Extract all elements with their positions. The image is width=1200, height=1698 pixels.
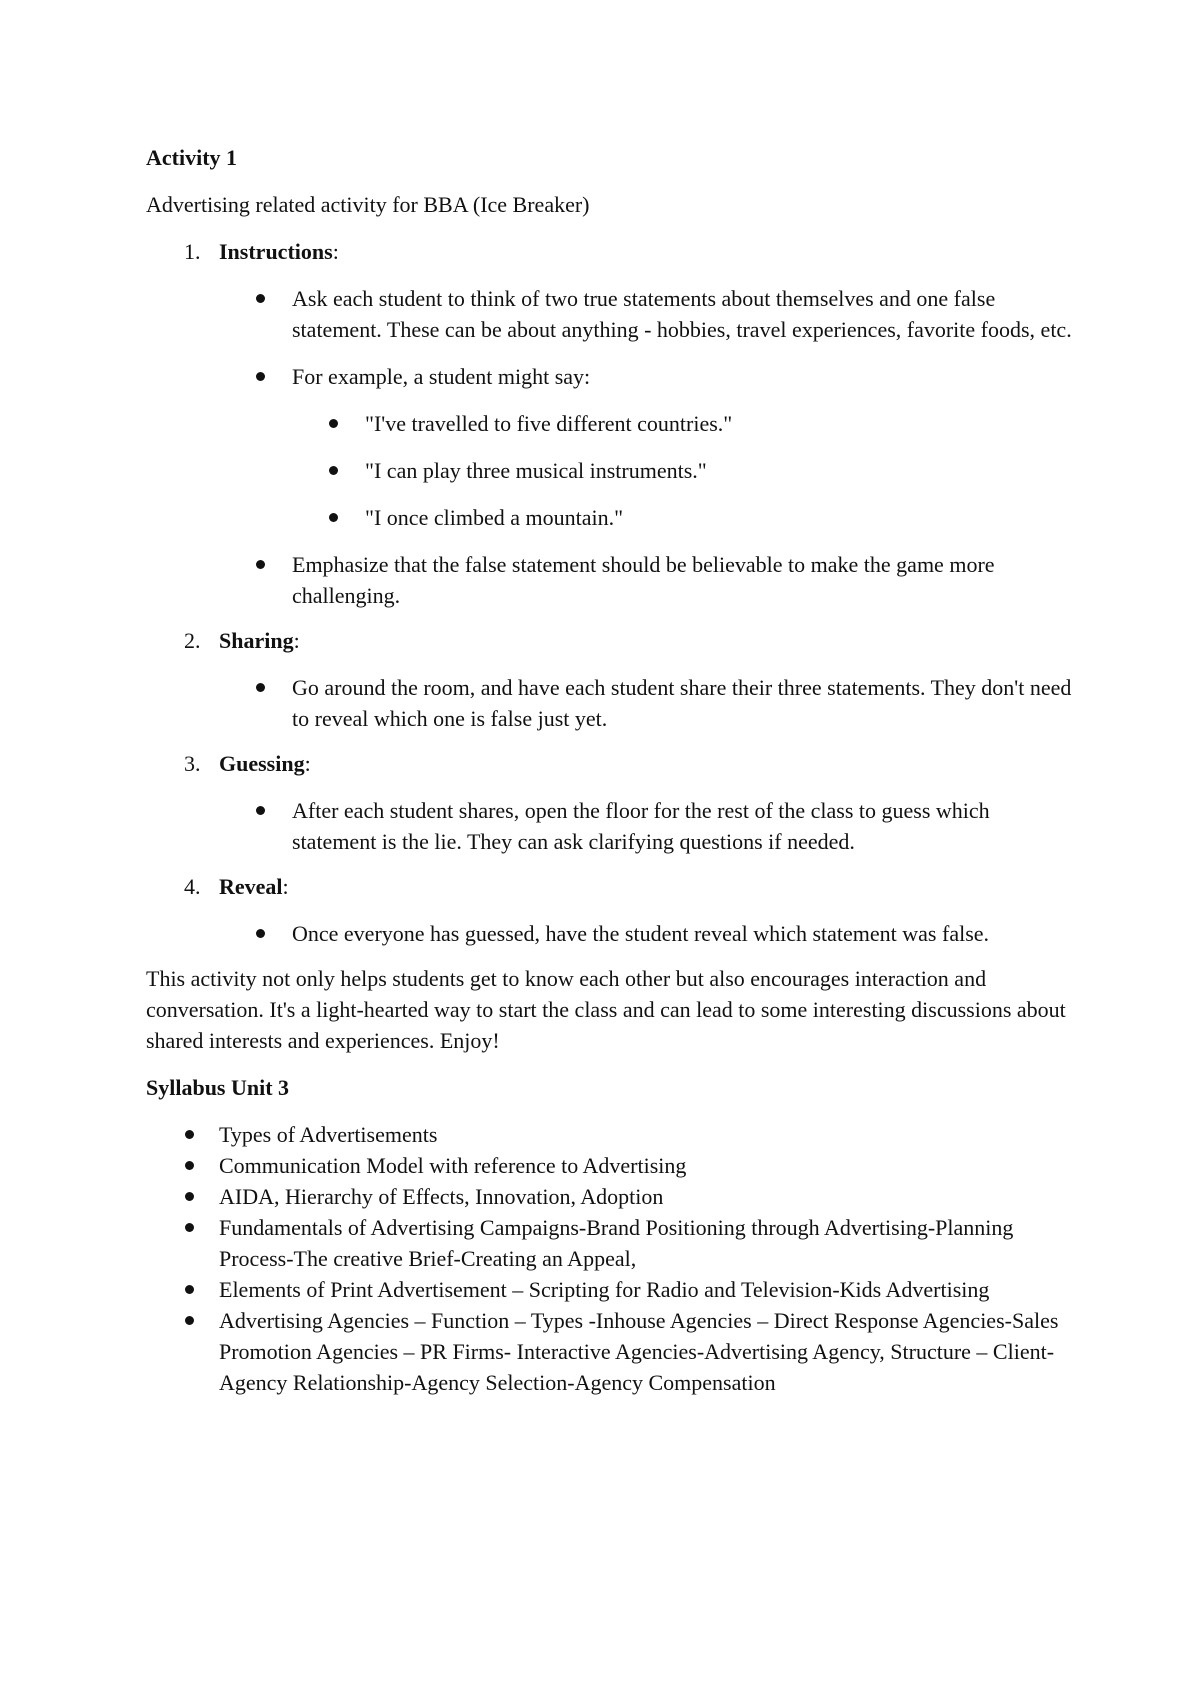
step-number: 2. bbox=[184, 628, 201, 653]
bullet-text: After each student shares, open the floor for the rest of the class to guess which statement is the lie. They can ask clarifying questions if needed. bbox=[292, 798, 990, 854]
example-text: "I once climbed a mountain." bbox=[365, 505, 624, 530]
step-item bbox=[146, 236, 1076, 611]
bullet-icon bbox=[185, 1285, 194, 1294]
bullet-item bbox=[219, 795, 1076, 857]
syllabus-item bbox=[146, 1274, 1076, 1305]
syllabus-list bbox=[146, 1119, 1076, 1398]
bullet-icon bbox=[256, 806, 265, 815]
example-item bbox=[292, 502, 1076, 533]
activity-title: Activity 1 bbox=[146, 145, 238, 170]
step-label: Instructions bbox=[219, 239, 333, 264]
example-item bbox=[292, 455, 1076, 486]
step-label: Guessing bbox=[219, 751, 305, 776]
step-heading bbox=[219, 628, 300, 653]
step-item bbox=[146, 625, 1076, 734]
syllabus-item-text: Communication Model with reference to Advertising bbox=[219, 1153, 687, 1178]
bullet-text: Go around the room, and have each student share their three statements. They don't need to reveal which one is false just yet. bbox=[292, 675, 1072, 731]
bullet-item bbox=[219, 918, 1076, 949]
syllabus-item bbox=[146, 1181, 1076, 1212]
example-bullets bbox=[292, 408, 1076, 533]
bullet-icon bbox=[256, 372, 265, 381]
step-heading bbox=[219, 874, 289, 899]
bullet-text: Once everyone has guessed, have the student reveal which statement was false. bbox=[292, 921, 990, 946]
bullet-text: Emphasize that the false statement should be believable to make the game more challenging. bbox=[292, 552, 995, 608]
bullet-icon bbox=[185, 1161, 194, 1170]
step-heading bbox=[219, 239, 339, 264]
step-item bbox=[146, 748, 1076, 857]
syllabus-item-text: Advertising Agencies – Function – Types -Inhouse Agencies – Direct Response Agencies-Sales Promotion Agencies – PR Firms- Interactive Agencies-Advertising Agency, Structure – Client- Agency Relationship-Agency Selection-Agency Compensation bbox=[219, 1308, 1059, 1395]
step-colon: : bbox=[304, 751, 311, 776]
step-number: 3. bbox=[184, 751, 201, 776]
bullet-icon bbox=[185, 1192, 194, 1201]
syllabus-item bbox=[146, 1119, 1076, 1150]
bullet-icon bbox=[185, 1316, 194, 1325]
bullet-icon bbox=[256, 294, 265, 303]
syllabus-title: Syllabus Unit 3 bbox=[146, 1075, 290, 1100]
step-colon: : bbox=[282, 874, 289, 899]
syllabus-item bbox=[146, 1150, 1076, 1181]
syllabus-item bbox=[146, 1212, 1076, 1274]
step-bullets bbox=[219, 672, 1076, 734]
bullet-text: For example, a student might say: bbox=[292, 364, 591, 389]
syllabus-item-text: AIDA, Hierarchy of Effects, Innovation, Adoption bbox=[219, 1184, 664, 1209]
step-colon: : bbox=[293, 628, 300, 653]
bullet-icon bbox=[256, 929, 265, 938]
syllabus-item-text: Fundamentals of Advertising Campaigns-Brand Positioning through Advertising-Planning Process-The creative Brief-Creating an Appeal, bbox=[219, 1215, 1014, 1271]
step-number: 1. bbox=[184, 239, 201, 264]
bullet-icon bbox=[256, 560, 265, 569]
bullet-item bbox=[219, 672, 1076, 734]
example-item bbox=[292, 408, 1076, 439]
step-item bbox=[146, 871, 1076, 949]
bullet-icon bbox=[185, 1130, 194, 1139]
example-text: "I've travelled to five different countries." bbox=[365, 411, 733, 436]
syllabus-item bbox=[146, 1305, 1076, 1398]
step-number: 4. bbox=[184, 874, 201, 899]
syllabus-item-text: Types of Advertisements bbox=[219, 1122, 438, 1147]
bullet-icon bbox=[185, 1223, 194, 1232]
activity-subtitle: Advertising related activity for BBA (Ice Breaker) bbox=[146, 192, 590, 217]
step-label: Reveal bbox=[219, 874, 283, 899]
bullet-icon bbox=[329, 513, 338, 522]
bullet-item bbox=[219, 361, 1076, 533]
closing-paragraph: This activity not only helps students get to know each other but also encourages interaction and conversation. It's a light-hearted way to start the class and can lead to some interesting discussions about shared interests and experiences. Enjoy! bbox=[146, 966, 1066, 1053]
bullet-item bbox=[219, 283, 1076, 345]
step-bullets bbox=[219, 795, 1076, 857]
step-colon: : bbox=[332, 239, 339, 264]
step-heading bbox=[219, 751, 311, 776]
document-page bbox=[146, 142, 1076, 1398]
step-bullets bbox=[219, 918, 1076, 949]
example-text: "I can play three musical instruments." bbox=[365, 458, 707, 483]
step-label: Sharing bbox=[219, 628, 294, 653]
bullet-icon bbox=[256, 683, 265, 692]
bullet-text: Ask each student to think of two true statements about themselves and one false statement. These can be about anything - hobbies, travel experiences, favorite foods, etc. bbox=[292, 286, 1072, 342]
steps-list bbox=[146, 236, 1076, 949]
bullet-icon bbox=[329, 419, 338, 428]
bullet-icon bbox=[329, 466, 338, 475]
bullet-item bbox=[219, 549, 1076, 611]
syllabus-item-text: Elements of Print Advertisement – Scripting for Radio and Television-Kids Advertising bbox=[219, 1277, 990, 1302]
step-bullets bbox=[219, 283, 1076, 611]
